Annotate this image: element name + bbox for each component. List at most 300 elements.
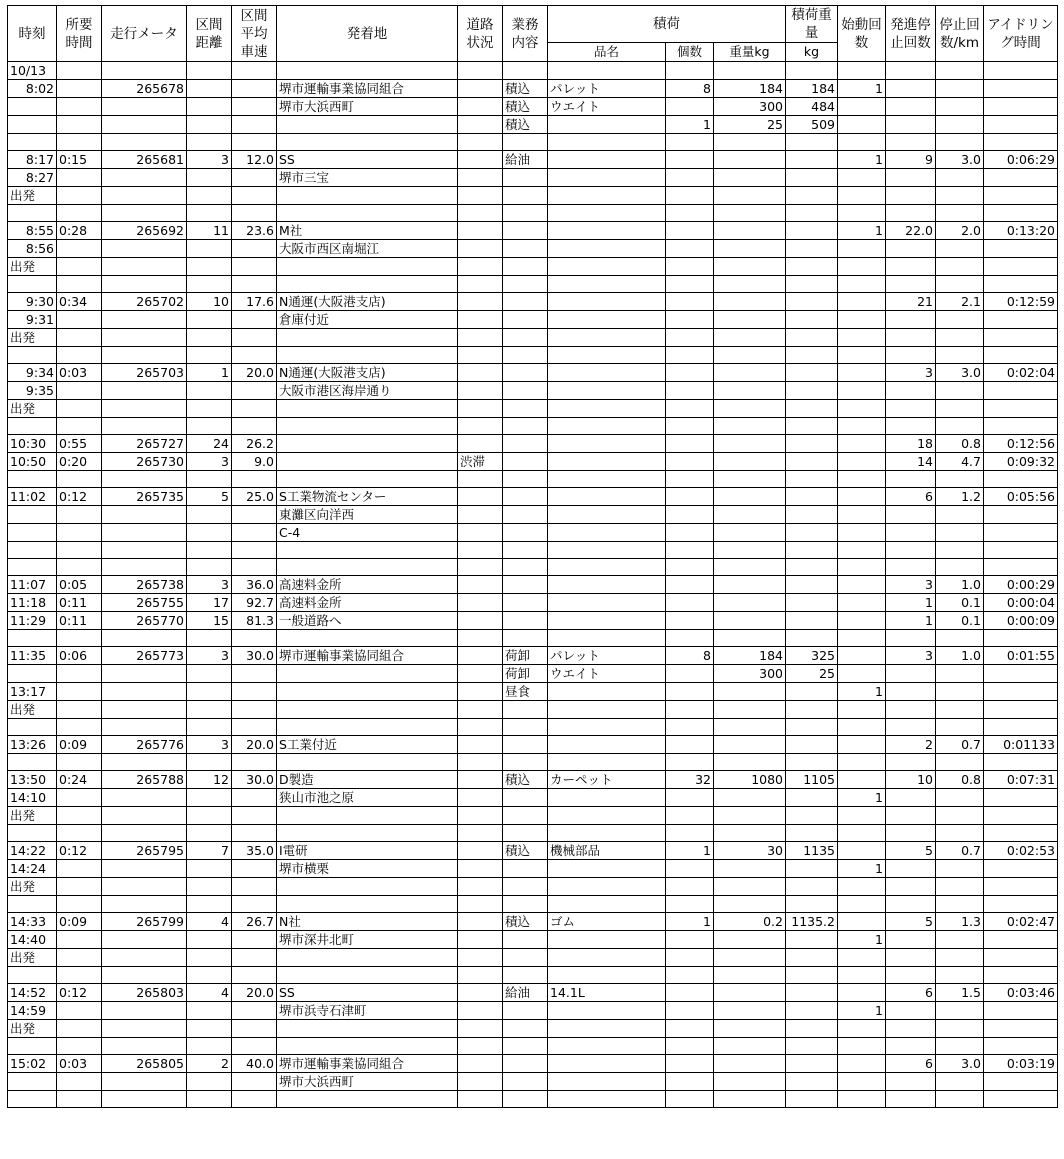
stop-go-cell bbox=[886, 789, 936, 807]
count-cell bbox=[666, 98, 714, 116]
weight-cell bbox=[714, 1055, 786, 1073]
distance-cell: 7 bbox=[187, 842, 232, 860]
stop-go-cell: 3 bbox=[886, 647, 936, 665]
stops-per-km-cell bbox=[936, 418, 984, 435]
avg-speed-cell bbox=[232, 80, 277, 98]
odometer-cell bbox=[102, 329, 187, 347]
starts-cell: 1 bbox=[838, 683, 886, 701]
item-cell bbox=[548, 205, 666, 222]
duration-cell bbox=[57, 98, 102, 116]
duration-cell: 0:20 bbox=[57, 453, 102, 471]
stops-per-km-cell: 1.5 bbox=[936, 984, 984, 1002]
stop-go-cell bbox=[886, 825, 936, 842]
weight-cell bbox=[714, 1038, 786, 1055]
starts-cell bbox=[838, 896, 886, 913]
distance-cell bbox=[187, 276, 232, 293]
item-cell bbox=[548, 825, 666, 842]
location-cell: N社 bbox=[277, 913, 458, 931]
location-cell: SS bbox=[277, 151, 458, 169]
table-row bbox=[8, 506, 1058, 524]
cargo-weight-cell bbox=[786, 967, 838, 984]
item-cell bbox=[548, 1002, 666, 1020]
count-cell bbox=[666, 471, 714, 488]
stop-go-cell bbox=[886, 347, 936, 364]
road-cell bbox=[458, 276, 503, 293]
stops-per-km-cell bbox=[936, 1073, 984, 1091]
time-cell: 出発 bbox=[8, 949, 57, 967]
weight-cell bbox=[714, 630, 786, 647]
stop-go-cell: 18 bbox=[886, 435, 936, 453]
count-cell bbox=[666, 151, 714, 169]
road-cell bbox=[458, 701, 503, 719]
item-cell bbox=[548, 276, 666, 293]
count-cell bbox=[666, 807, 714, 825]
work-cell bbox=[503, 559, 548, 576]
item-cell bbox=[548, 789, 666, 807]
count-cell: 8 bbox=[666, 80, 714, 98]
location-cell bbox=[277, 683, 458, 701]
cargo-weight-cell bbox=[786, 825, 838, 842]
count-cell: 1 bbox=[666, 913, 714, 931]
table-row bbox=[8, 984, 1058, 1002]
time-cell bbox=[8, 205, 57, 222]
starts-cell bbox=[838, 736, 886, 754]
cargo-weight-cell: 484 bbox=[786, 98, 838, 116]
work-cell bbox=[503, 719, 548, 736]
duration-cell: 0:09 bbox=[57, 913, 102, 931]
time-cell: 14:33 bbox=[8, 913, 57, 931]
starts-cell bbox=[838, 506, 886, 524]
stops-per-km-cell bbox=[936, 382, 984, 400]
location-cell bbox=[277, 825, 458, 842]
table-row bbox=[8, 293, 1058, 311]
cargo-weight-cell bbox=[786, 789, 838, 807]
avg-speed-cell bbox=[232, 896, 277, 913]
distance-cell bbox=[187, 382, 232, 400]
location-cell bbox=[277, 62, 458, 80]
distance-cell: 3 bbox=[187, 453, 232, 471]
odometer-cell bbox=[102, 116, 187, 134]
distance-cell: 3 bbox=[187, 736, 232, 754]
road-cell bbox=[458, 1073, 503, 1091]
stops-per-km-cell: 3.0 bbox=[936, 1055, 984, 1073]
starts-cell bbox=[838, 576, 886, 594]
time-cell: 8:02 bbox=[8, 80, 57, 98]
road-cell bbox=[458, 1002, 503, 1020]
idling-cell bbox=[984, 559, 1058, 576]
item-cell bbox=[548, 151, 666, 169]
stop-go-cell bbox=[886, 1038, 936, 1055]
header-road: 道路状況 bbox=[458, 6, 503, 62]
item-cell bbox=[548, 1055, 666, 1073]
header-odometer: 走行メータ bbox=[102, 6, 187, 62]
weight-cell bbox=[714, 807, 786, 825]
time-cell: 10:30 bbox=[8, 435, 57, 453]
odometer-cell bbox=[102, 860, 187, 878]
count-cell bbox=[666, 754, 714, 771]
weight-cell bbox=[714, 542, 786, 559]
work-cell bbox=[503, 453, 548, 471]
idling-cell bbox=[984, 524, 1058, 542]
table-row bbox=[8, 896, 1058, 913]
item-cell: ウエイト bbox=[548, 665, 666, 683]
stops-per-km-cell bbox=[936, 134, 984, 151]
time-cell: 出発 bbox=[8, 1020, 57, 1038]
starts-cell: 1 bbox=[838, 860, 886, 878]
cargo-weight-cell bbox=[786, 949, 838, 967]
location-cell: 高速料金所 bbox=[277, 576, 458, 594]
stop-go-cell bbox=[886, 116, 936, 134]
duration-cell: 0:12 bbox=[57, 488, 102, 506]
avg-speed-cell bbox=[232, 719, 277, 736]
work-cell bbox=[503, 400, 548, 418]
avg-speed-cell: 40.0 bbox=[232, 1055, 277, 1073]
duration-cell bbox=[57, 878, 102, 896]
time-cell bbox=[8, 134, 57, 151]
avg-speed-cell bbox=[232, 258, 277, 276]
cargo-weight-cell bbox=[786, 311, 838, 329]
stop-go-cell: 3 bbox=[886, 576, 936, 594]
cargo-weight-cell bbox=[786, 151, 838, 169]
work-cell bbox=[503, 524, 548, 542]
idling-cell bbox=[984, 98, 1058, 116]
road-cell bbox=[458, 240, 503, 258]
work-cell bbox=[503, 754, 548, 771]
stops-per-km-cell bbox=[936, 630, 984, 647]
count-cell bbox=[666, 1038, 714, 1055]
duration-cell bbox=[57, 382, 102, 400]
header-idling: アイドリング時間 bbox=[984, 6, 1058, 62]
weight-cell bbox=[714, 240, 786, 258]
work-cell bbox=[503, 1002, 548, 1020]
weight-cell: 25 bbox=[714, 116, 786, 134]
starts-cell bbox=[838, 647, 886, 665]
avg-speed-cell bbox=[232, 169, 277, 187]
road-cell bbox=[458, 382, 503, 400]
cargo-weight-cell bbox=[786, 364, 838, 382]
duration-cell: 0:11 bbox=[57, 594, 102, 612]
avg-speed-cell bbox=[232, 311, 277, 329]
count-cell bbox=[666, 612, 714, 630]
road-cell bbox=[458, 1055, 503, 1073]
odometer-cell bbox=[102, 1002, 187, 1020]
duration-cell bbox=[57, 896, 102, 913]
road-cell bbox=[458, 559, 503, 576]
weight-cell bbox=[714, 1091, 786, 1108]
road-cell bbox=[458, 134, 503, 151]
time-cell bbox=[8, 506, 57, 524]
stops-per-km-cell bbox=[936, 931, 984, 949]
item-cell bbox=[548, 418, 666, 435]
table-row bbox=[8, 134, 1058, 151]
odometer-cell bbox=[102, 949, 187, 967]
stops-per-km-cell bbox=[936, 169, 984, 187]
cargo-weight-cell bbox=[786, 506, 838, 524]
road-cell bbox=[458, 169, 503, 187]
distance-cell: 15 bbox=[187, 612, 232, 630]
table-row bbox=[8, 949, 1058, 967]
weight-cell bbox=[714, 683, 786, 701]
distance-cell bbox=[187, 506, 232, 524]
idling-cell bbox=[984, 931, 1058, 949]
duration-cell bbox=[57, 80, 102, 98]
odometer-cell bbox=[102, 1020, 187, 1038]
count-cell bbox=[666, 542, 714, 559]
table-row bbox=[8, 116, 1058, 134]
duration-cell bbox=[57, 187, 102, 205]
location-cell: 堺市運輸事業協同組合 bbox=[277, 647, 458, 665]
header-stop-go: 発進停止回数 bbox=[886, 6, 936, 62]
duration-cell bbox=[57, 400, 102, 418]
stop-go-cell bbox=[886, 896, 936, 913]
time-cell: 14:40 bbox=[8, 931, 57, 949]
road-cell bbox=[458, 62, 503, 80]
work-cell bbox=[503, 276, 548, 293]
header-starts: 始動回数 bbox=[838, 6, 886, 62]
count-cell bbox=[666, 984, 714, 1002]
stops-per-km-cell: 3.0 bbox=[936, 151, 984, 169]
stop-go-cell: 5 bbox=[886, 913, 936, 931]
table-row bbox=[8, 258, 1058, 276]
weight-cell bbox=[714, 594, 786, 612]
odometer-cell: 265755 bbox=[102, 594, 187, 612]
stop-go-cell bbox=[886, 169, 936, 187]
starts-cell bbox=[838, 293, 886, 311]
stop-go-cell bbox=[886, 878, 936, 896]
duration-cell bbox=[57, 329, 102, 347]
stop-go-cell: 9 bbox=[886, 151, 936, 169]
duration-cell bbox=[57, 311, 102, 329]
time-cell: 13:26 bbox=[8, 736, 57, 754]
table-row bbox=[8, 311, 1058, 329]
duration-cell: 0:09 bbox=[57, 736, 102, 754]
stop-go-cell: 1 bbox=[886, 594, 936, 612]
stops-per-km-cell bbox=[936, 400, 984, 418]
stop-go-cell: 10 bbox=[886, 771, 936, 789]
starts-cell bbox=[838, 771, 886, 789]
distance-cell bbox=[187, 98, 232, 116]
duration-cell bbox=[57, 630, 102, 647]
weight-cell bbox=[714, 293, 786, 311]
table-row bbox=[8, 471, 1058, 488]
location-cell bbox=[277, 116, 458, 134]
weight-cell bbox=[714, 1002, 786, 1020]
item-cell bbox=[548, 169, 666, 187]
location-cell: S工業物流センター bbox=[277, 488, 458, 506]
item-cell bbox=[548, 896, 666, 913]
odometer-cell bbox=[102, 205, 187, 222]
distance-cell bbox=[187, 630, 232, 647]
avg-speed-cell bbox=[232, 807, 277, 825]
stop-go-cell bbox=[886, 98, 936, 116]
road-cell bbox=[458, 630, 503, 647]
idling-cell bbox=[984, 116, 1058, 134]
cargo-weight-cell: 1105 bbox=[786, 771, 838, 789]
work-cell bbox=[503, 701, 548, 719]
stops-per-km-cell bbox=[936, 240, 984, 258]
item-cell bbox=[548, 435, 666, 453]
stop-go-cell bbox=[886, 719, 936, 736]
count-cell bbox=[666, 488, 714, 506]
duration-cell bbox=[57, 1073, 102, 1091]
distance-cell bbox=[187, 134, 232, 151]
idling-cell: 0:03:46 bbox=[984, 984, 1058, 1002]
odometer-cell: 265681 bbox=[102, 151, 187, 169]
cargo-weight-cell bbox=[786, 382, 838, 400]
stops-per-km-cell bbox=[936, 258, 984, 276]
location-cell bbox=[277, 187, 458, 205]
odometer-cell bbox=[102, 701, 187, 719]
work-cell bbox=[503, 630, 548, 647]
idling-cell bbox=[984, 825, 1058, 842]
table-row bbox=[8, 1055, 1058, 1073]
location-cell bbox=[277, 896, 458, 913]
time-cell: 出発 bbox=[8, 258, 57, 276]
item-cell bbox=[548, 931, 666, 949]
idling-cell bbox=[984, 1002, 1058, 1020]
item-cell bbox=[548, 719, 666, 736]
odometer-cell: 265795 bbox=[102, 842, 187, 860]
distance-cell bbox=[187, 789, 232, 807]
table-row bbox=[8, 1073, 1058, 1091]
road-cell bbox=[458, 311, 503, 329]
road-cell bbox=[458, 187, 503, 205]
idling-cell bbox=[984, 860, 1058, 878]
work-cell bbox=[503, 329, 548, 347]
odometer-cell bbox=[102, 382, 187, 400]
odometer-cell bbox=[102, 418, 187, 435]
table-row bbox=[8, 240, 1058, 258]
header-duration: 所要時間 bbox=[57, 6, 102, 62]
road-cell bbox=[458, 771, 503, 789]
time-cell bbox=[8, 665, 57, 683]
avg-speed-cell bbox=[232, 62, 277, 80]
work-cell bbox=[503, 576, 548, 594]
count-cell: 32 bbox=[666, 771, 714, 789]
road-cell bbox=[458, 683, 503, 701]
idling-cell bbox=[984, 896, 1058, 913]
avg-speed-cell bbox=[232, 240, 277, 258]
table-row bbox=[8, 435, 1058, 453]
distance-cell bbox=[187, 683, 232, 701]
starts-cell bbox=[838, 878, 886, 896]
weight-cell bbox=[714, 400, 786, 418]
weight-cell bbox=[714, 1020, 786, 1038]
odometer-cell: 265773 bbox=[102, 647, 187, 665]
distance-cell bbox=[187, 116, 232, 134]
starts-cell: 1 bbox=[838, 151, 886, 169]
weight-cell bbox=[714, 967, 786, 984]
weight-cell bbox=[714, 435, 786, 453]
table-row bbox=[8, 647, 1058, 665]
weight-cell bbox=[714, 364, 786, 382]
duration-cell bbox=[57, 471, 102, 488]
time-cell: 出発 bbox=[8, 400, 57, 418]
weight-cell: 184 bbox=[714, 80, 786, 98]
count-cell bbox=[666, 240, 714, 258]
road-cell bbox=[458, 542, 503, 559]
work-cell bbox=[503, 1020, 548, 1038]
starts-cell bbox=[838, 754, 886, 771]
idling-cell bbox=[984, 471, 1058, 488]
idling-cell bbox=[984, 418, 1058, 435]
weight-cell: 300 bbox=[714, 98, 786, 116]
table-row bbox=[8, 98, 1058, 116]
avg-speed-cell bbox=[232, 878, 277, 896]
stop-go-cell bbox=[886, 276, 936, 293]
road-cell bbox=[458, 98, 503, 116]
avg-speed-cell: 20.0 bbox=[232, 736, 277, 754]
road-cell bbox=[458, 967, 503, 984]
time-cell bbox=[8, 719, 57, 736]
stops-per-km-cell: 0.1 bbox=[936, 594, 984, 612]
starts-cell bbox=[838, 1055, 886, 1073]
count-cell: 1 bbox=[666, 116, 714, 134]
time-cell: 13:17 bbox=[8, 683, 57, 701]
stops-per-km-cell bbox=[936, 559, 984, 576]
road-cell bbox=[458, 789, 503, 807]
duration-cell bbox=[57, 62, 102, 80]
distance-cell bbox=[187, 258, 232, 276]
stop-go-cell: 22.0 bbox=[886, 222, 936, 240]
idling-cell bbox=[984, 683, 1058, 701]
time-cell bbox=[8, 347, 57, 364]
stops-per-km-cell bbox=[936, 967, 984, 984]
location-cell: M社 bbox=[277, 222, 458, 240]
weight-cell bbox=[714, 222, 786, 240]
table-row bbox=[8, 205, 1058, 222]
item-cell bbox=[548, 258, 666, 276]
weight-cell: 0.2 bbox=[714, 913, 786, 931]
stop-go-cell bbox=[886, 205, 936, 222]
avg-speed-cell bbox=[232, 1020, 277, 1038]
distance-cell bbox=[187, 62, 232, 80]
idling-cell bbox=[984, 80, 1058, 98]
weight-cell bbox=[714, 576, 786, 594]
item-cell bbox=[548, 878, 666, 896]
stops-per-km-cell bbox=[936, 98, 984, 116]
work-cell bbox=[503, 293, 548, 311]
idling-cell bbox=[984, 967, 1058, 984]
table-row bbox=[8, 524, 1058, 542]
work-cell bbox=[503, 1073, 548, 1091]
distance-cell bbox=[187, 418, 232, 435]
location-cell: 一般道路へ bbox=[277, 612, 458, 630]
road-cell bbox=[458, 151, 503, 169]
item-cell bbox=[548, 347, 666, 364]
location-cell: S工業付近 bbox=[277, 736, 458, 754]
count-cell bbox=[666, 62, 714, 80]
location-cell bbox=[277, 559, 458, 576]
cargo-weight-cell bbox=[786, 222, 838, 240]
table-row bbox=[8, 683, 1058, 701]
stops-per-km-cell bbox=[936, 949, 984, 967]
table-row bbox=[8, 559, 1058, 576]
work-cell bbox=[503, 488, 548, 506]
distance-cell bbox=[187, 187, 232, 205]
item-cell bbox=[548, 1091, 666, 1108]
idling-cell bbox=[984, 258, 1058, 276]
work-cell bbox=[503, 736, 548, 754]
road-cell bbox=[458, 913, 503, 931]
starts-cell bbox=[838, 665, 886, 683]
location-cell: 大阪市港区海岸通り bbox=[277, 382, 458, 400]
stops-per-km-cell bbox=[936, 1091, 984, 1108]
item-cell bbox=[548, 967, 666, 984]
table-row bbox=[8, 329, 1058, 347]
table-row bbox=[8, 488, 1058, 506]
odometer-cell bbox=[102, 347, 187, 364]
